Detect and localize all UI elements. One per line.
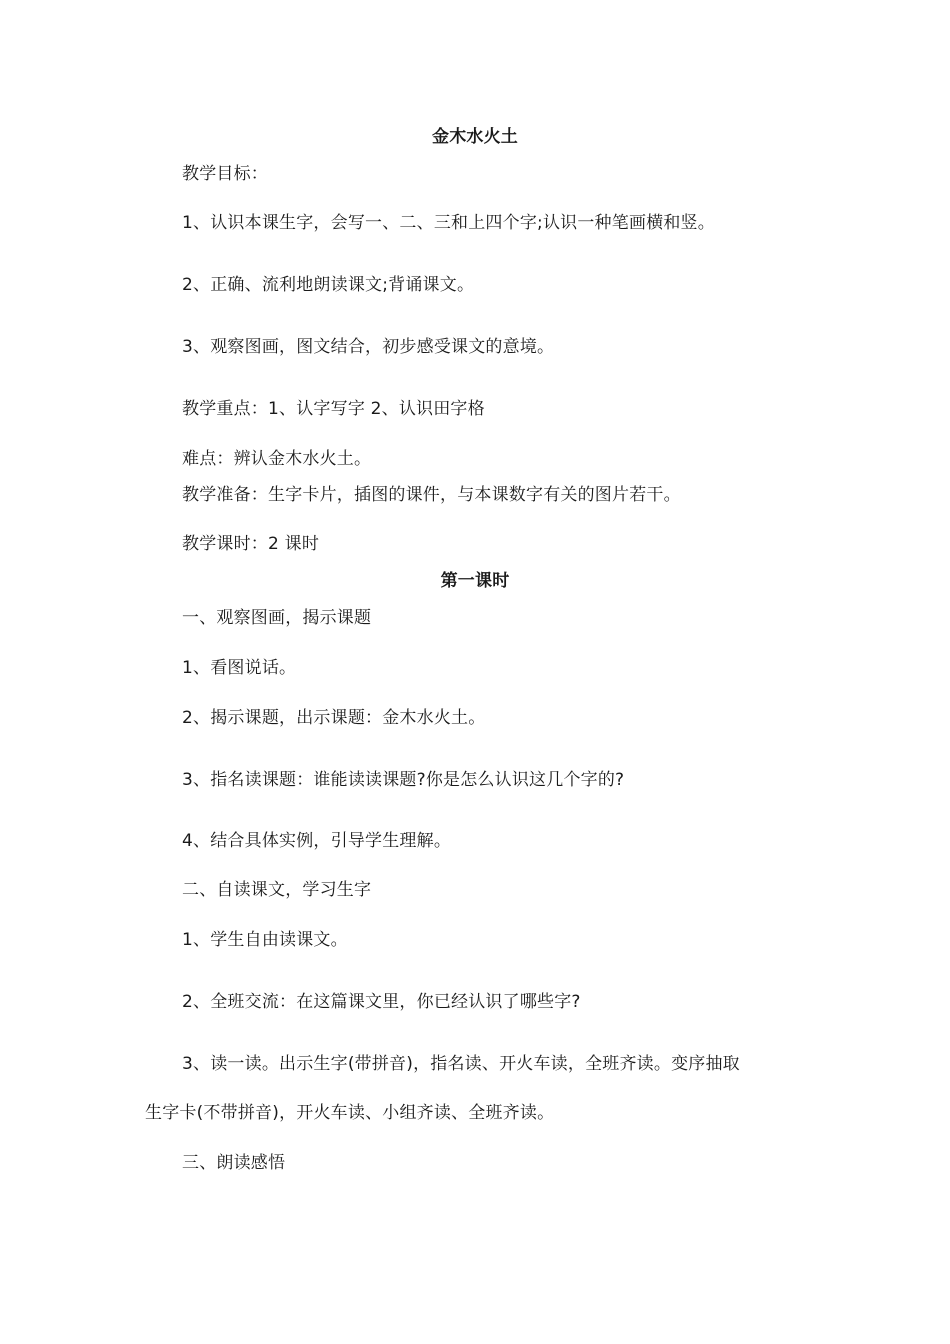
section-item: 2、全班交流：在这篇课文里，你已经认识了哪些字? — [182, 992, 581, 1012]
section-heading: 二、自读课文，学习生字 — [182, 880, 372, 900]
difficulty: 难点：辨认金木水火土。 — [182, 449, 372, 469]
objective-item: 3、观察图画，图文结合，初步感受课文的意境。 — [182, 337, 555, 357]
section-item: 1、看图说话。 — [182, 658, 297, 678]
section-item: 3、指名读课题：谁能读读课题?你是怎么认识这几个字的? — [182, 770, 625, 790]
objective-item: 1、认识本课生字，会写一、二、三和上四个字;认识一种笔画横和竖。 — [182, 213, 715, 233]
section-item-continuation: 生字卡(不带拼音)，开火车读、小组齐读、全班齐读。 — [145, 1103, 555, 1123]
section-item: 1、学生自由读课文。 — [182, 930, 348, 950]
objectives-heading: 教学目标： — [182, 164, 268, 184]
section-item: 4、结合具体实例，引导学生理解。 — [182, 831, 452, 851]
section-item: 3、读一读。出示生字(带拼音)，指名读、开火车读，全班齐读。变序抽取 — [182, 1054, 740, 1074]
document-title: 金木水火土 — [432, 127, 518, 147]
preparation: 教学准备：生字卡片，插图的课件，与本课数字有关的图片若干。 — [182, 485, 681, 505]
key-points: 教学重点：1、认字写字 2、认识田字格 — [182, 399, 485, 419]
lesson-title: 第一课时 — [440, 571, 510, 591]
section-item: 2、揭示课题，出示课题：金木水火土。 — [182, 708, 486, 728]
section-heading: 三、朗读感悟 — [182, 1153, 286, 1173]
section-heading: 一、观察图画，揭示课题 — [182, 608, 372, 628]
objective-item: 2、正确、流利地朗读课文;背诵课文。 — [182, 275, 475, 295]
class-hours: 教学课时：2 课时 — [182, 534, 320, 554]
